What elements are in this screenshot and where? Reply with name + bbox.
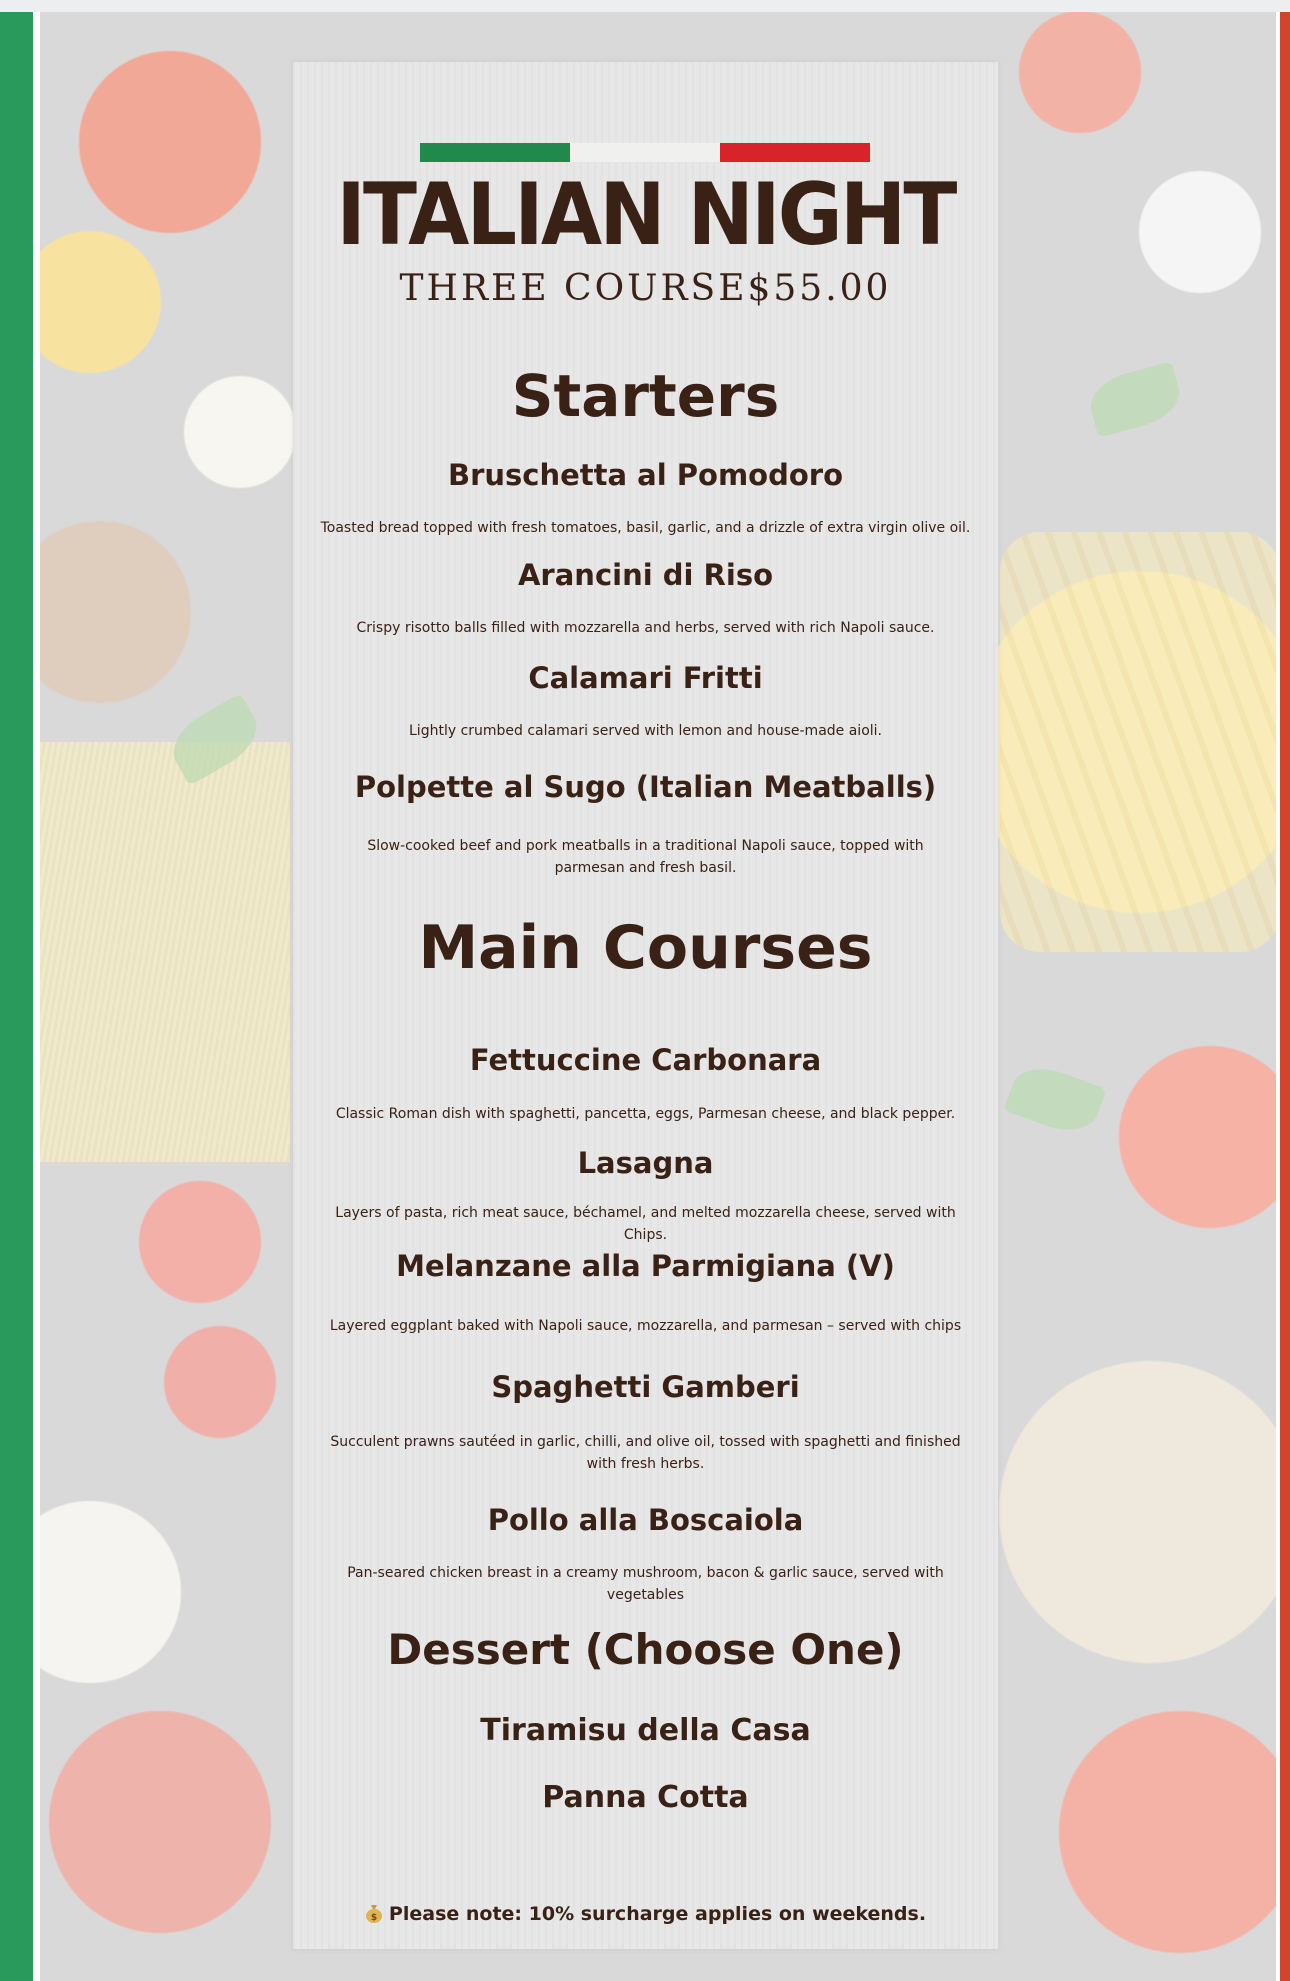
dish-description: Lightly crumbed calamari served with lemon and house-made aioli. [409,723,882,739]
dish-name: Lasagna [577,1146,714,1180]
section-heading-starters: Starters [511,362,780,430]
dish-name: Spaghetti Gamberi [491,1370,800,1404]
dish-name: Pollo alla Boscaiola [487,1503,804,1537]
dish-name: Arancini di Riso [517,558,774,592]
dish-description: Crispy risotto balls filled with mozzarella and herbs, served with rich Napoli sauce. [356,620,935,636]
dessert-item: Panna Cotta [542,1780,749,1815]
money-bag-icon [365,1903,383,1923]
menu-subtitle: THREE COURSE$55.00 [399,268,892,309]
flag-stripe-green [0,12,40,1981]
section-heading-dessert: Dessert (Choose One) [387,1625,904,1674]
dessert-item: Tiramisu della Casa [480,1713,811,1748]
dish-name: Calamari Fritti [528,661,763,695]
surcharge-note [293,1900,998,1928]
menu-title: ITALIAN NIGHT [336,165,955,265]
dish-description: Classic Roman dish with spaghetti, pancetta, eggs, Parmesan cheese, and black pepper. [335,1106,956,1122]
dish-description: Layered eggplant baked with Napoli sauce, mozzarella, and parmesan – served with chips [329,1318,962,1334]
dish-description: Toasted bread topped with fresh tomatoes, basil, garlic, and a drizzle of extra virgin olive oil. [320,520,971,536]
svg-text:$: $ [370,1913,378,1923]
dish-description: Succulent prawns sautéed in garlic, chilli, and olive oil, tossed with spaghetti and finished with fresh herbs. [330,1434,961,1472]
surcharge-note-text: Please note: 10% surcharge applies on weekends. [388,1903,927,1925]
dish-name: Bruschetta al Pomodoro [447,458,844,492]
dish-name: Fettuccine Carbonara [469,1043,822,1077]
dish-description: Slow-cooked beef and pork meatballs in a traditional Napoli sauce, topped with parmesan and fresh basil. [367,838,924,876]
dish-description: Pan-seared chicken breast in a creamy mushroom, bacon & garlic sauce, served with vegetables [347,1565,944,1603]
dish-name: Polpette al Sugo (Italian Meatballs) [354,770,937,804]
dish-name: Melanzane alla Parmigiana (V) [396,1249,895,1283]
section-heading-main-courses: Main Courses [418,913,873,983]
flag-stripe-red [1276,12,1290,1981]
dish-description: Layers of pasta, rich meat sauce, béchamel, and melted mozzarella cheese, served with Chips. [335,1205,956,1243]
